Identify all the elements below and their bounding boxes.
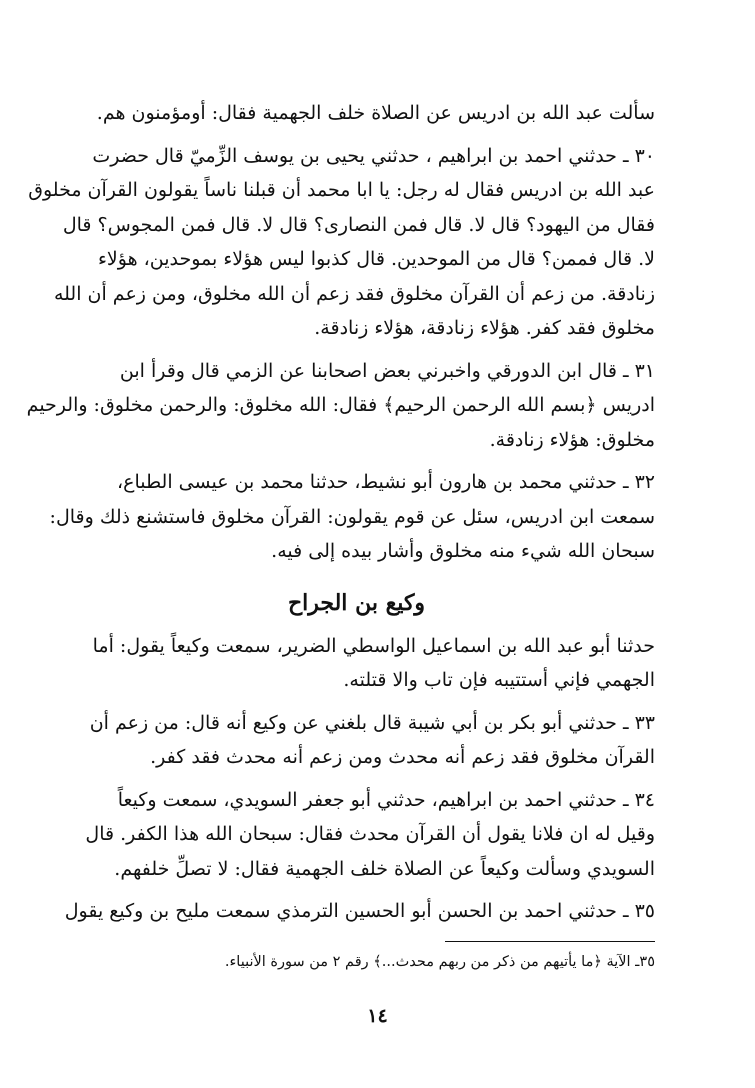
text-line: ٣٢ ـ حدثني محمد بن هارون أبو نشيط، حدثنا محمد بن عيسى الطباع، xyxy=(116,471,655,493)
text-line: ادريس ﴿بسم الله الرحمن الرحيم﴾ فقال: الله مخلوق: والرحمن مخلوق: والرحيم xyxy=(26,394,655,416)
text-line: سبحان الله شيء منه مخلوق وأشار بيده إلى فيه. xyxy=(271,540,655,562)
paragraph-hadith-35 xyxy=(64,894,655,929)
text-line: القرآن مخلوق فقد زعم أنه محدث ومن زعم أنه محدث فقد كفر. xyxy=(150,746,655,768)
text-line: سألت عبد الله بن ادريس عن الصلاة خلف الجهمية فقال: أومؤمنون هم. xyxy=(96,102,655,124)
footnote: ٣٥ـ الآية ﴿ما يأتيهم من ذكر من ربهم محدث...﴾ رقم ٢ من سورة الأنبياء. xyxy=(224,953,655,970)
paragraph-hadith-34 xyxy=(78,783,655,887)
text-line: ٣٥ ـ حدثني احمد بن الحسن أبو الحسين الترمذي سمعت مليح بن وكيع يقول xyxy=(64,900,655,922)
text-line: حدثنا أبو عبد الله بن اسماعيل الواسطي الضرير، سمعت وكيعاً يقول: أما xyxy=(92,634,655,657)
footnote-divider xyxy=(445,941,655,942)
text-line: زنادقة. من زعم أن القرآن مخلوق فقد زعم أن الله مخلوق، ومن زعم أن الله xyxy=(53,282,655,305)
text-line: وقيل له ان فلانا يقول أن القرآن محدث فقال: سبحان الله هذا الكفر. قال xyxy=(85,823,655,845)
text-line: ٣١ ـ قال ابن الدورقي واخبرني بعض اصحابنا عن الزمي قال وقرأ ابن xyxy=(119,359,655,382)
text-line: فقال من اليهود؟ قال لا. قال فمن النصارى؟ قال لا. قال فمن المجوس؟ قال xyxy=(62,213,655,236)
paragraph-waki-intro xyxy=(78,629,655,698)
text-line: سمعت ابن ادريس، سئل عن قوم يقولون: القرآن مخلوق فاستشنع ذلك وقال: xyxy=(49,505,655,528)
text-line: الجهمي فإني أستتيبه فإن تاب والا قتلته. xyxy=(343,669,655,691)
text-line: مخلوق فقد كفر. هؤلاء زنادقة، هؤلاء زنادقة. xyxy=(314,317,655,339)
text-line: ٣٠ ـ حدثني احمد بن ابراهيم ، حدثني يحيى بن يوسف الزِّميّ قال حضرت xyxy=(92,144,655,167)
section-title: وكيع بن الجراح xyxy=(287,589,426,616)
text-line: ٣٤ ـ حدثني احمد بن ابراهيم، حدثني أبو جعفر السويدي، سمعت وكيعاً xyxy=(117,788,655,811)
paragraph-hadith-31 xyxy=(26,354,655,458)
paragraph-intro xyxy=(78,96,655,131)
text-line: ٣٣ ـ حدثني أبو بكر بن أبي شيبة قال بلغني عن وكيع أنه قال: من زعم أن xyxy=(89,711,655,734)
page-number: ١٤ xyxy=(367,1005,388,1027)
paragraph-hadith-30 xyxy=(28,139,655,346)
text-line: مخلوق: هؤلاء زنادقة. xyxy=(489,428,655,451)
paragraph-hadith-33 xyxy=(78,706,655,775)
text-line: السويدي وسألت وكيعاً عن الصلاة خلف الجهمية فقال: لا تصلِّ خلفهم. xyxy=(114,857,655,880)
text-line: لا. قال فممن؟ قال من الموحدين. قال كذبوا ليس هؤلاء بموحدين، هؤلاء xyxy=(97,248,655,270)
paragraph-hadith-32 xyxy=(49,465,655,569)
text-line: عبد الله بن ادريس فقال له رجل: يا ابا محمد أن قبلنا ناساً يقولون القرآن مخلوق xyxy=(28,179,655,201)
